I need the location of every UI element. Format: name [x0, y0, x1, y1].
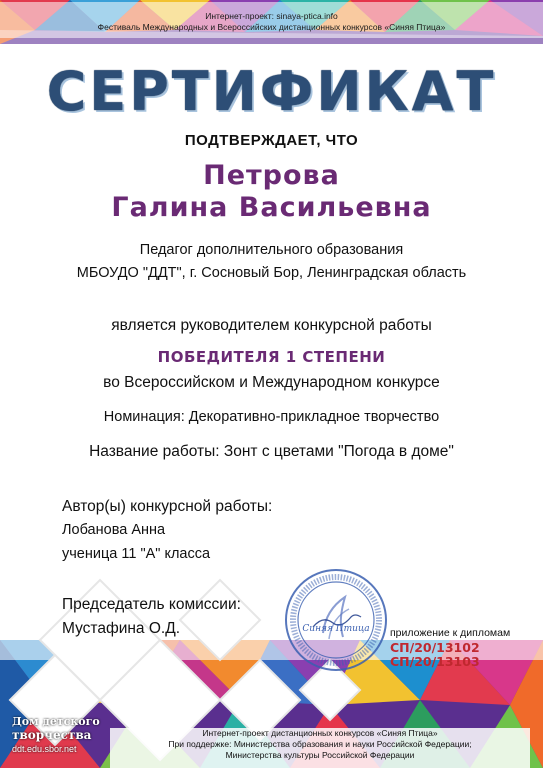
stamp-signature: Синяя Птица: [302, 624, 370, 634]
header-project: Интернет-проект: sinaya-ptica.info: [205, 11, 338, 21]
official-stamp: [283, 567, 389, 673]
confirms-text: ПОДТВЕРЖДАЕТ, ЧТО: [184, 132, 359, 149]
award-text: ПОБЕДИТЕЛЯ 1 СТЕПЕНИ: [157, 348, 386, 366]
footer-line-2: При поддержке: Министерства образования и науки Российской Федерации;: [168, 739, 472, 749]
role-text: является руководителем конкурсной работы: [111, 317, 432, 334]
chair-label: Председатель комиссии:: [62, 596, 241, 613]
authors-label: Автор(ы) конкурсной работы:: [62, 498, 273, 515]
footer-line-3: Министерства культуры Российской Федерации: [225, 750, 415, 760]
certificate-title: СЕРТИФИКАТ: [46, 60, 497, 123]
work-title-text: Название работы: Зонт с цветами "Погода в доме": [89, 443, 454, 460]
recipient-given-names: Галина Васильевна: [111, 192, 432, 223]
recipient-position: Педагог дополнительного образования: [139, 242, 404, 258]
appendix-label: приложение к дипломам: [390, 627, 511, 639]
chair-name: Мустафина О.Д.: [62, 620, 181, 637]
recipient-surname: Петрова: [203, 160, 340, 191]
header-festival: Фестиваль Международных и Всероссийских дистанционных конкурсов «Синяя Птица»: [97, 22, 446, 32]
author-class: ученица 11 "А" класса: [62, 546, 211, 562]
logo-site: ddt.edu.sbor.net: [12, 744, 77, 754]
diploma-number-2: СП/20/13103: [390, 654, 480, 669]
nomination-text: Номинация: Декоративно-прикладное творчество: [103, 409, 440, 425]
footer-line-1: Интернет-проект дистанционных конкурсов «Синяя Птица»: [202, 728, 438, 738]
contest-text: во Всероссийском и Международном конкурсе: [103, 374, 440, 391]
logo-line-2: творчества: [12, 728, 92, 742]
recipient-organization: МБОУДО "ДДТ", г. Сосновый Бор, Ленинградская область: [76, 265, 467, 281]
author-name: Лобанова Анна: [62, 522, 166, 538]
logo-line-1: Дом детского: [12, 715, 100, 728]
diploma-number-1: СП/20/13102: [390, 640, 480, 655]
